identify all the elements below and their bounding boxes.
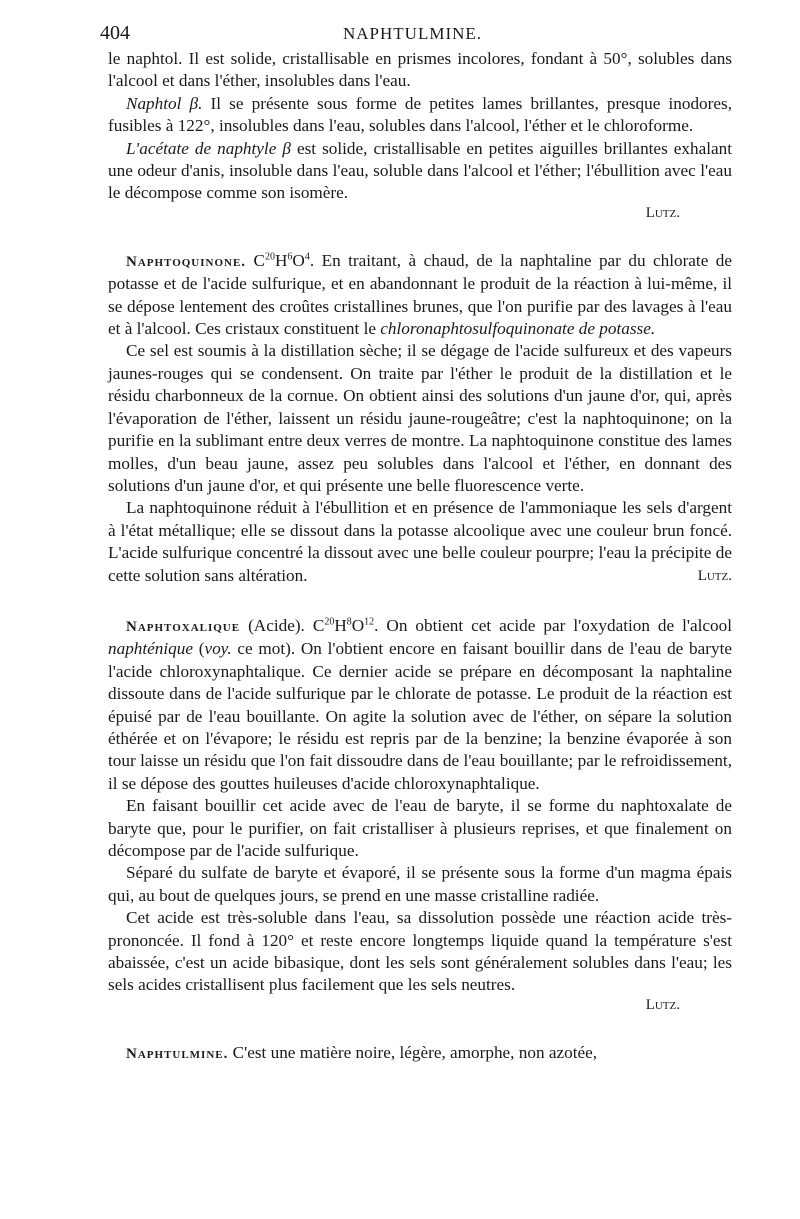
paragraph: Cet acide est très-soluble dans l'eau, sa dissolution possède une réaction acide très-prononcée. Il fond à 120° et reste encore longtemps liquide quand la température s'est abaissée, c'est un acide bibasique, dont les sels sont généralement solubles dans l'eau; les sels acides cristallisent plus facilement que les sels neutres. [108, 908, 732, 995]
entry-naphtoquinone [108, 250, 732, 587]
entry-naphtol-continuation [108, 48, 732, 222]
author-signature: Lutz. [697, 567, 732, 584]
entry-naphtoxalique [108, 615, 732, 1014]
headword: Naphtulmine. [126, 1045, 229, 1062]
page-number: 404 [100, 22, 130, 44]
paragraph: En faisant bouillir cet acide avec de l'eau de baryte, il se forme du naphtoxalate de baryte que, pour le purifier, on fait cristalliser à plusieurs reprises, et que finalement on décompose par de l'acide sulfurique. [108, 796, 732, 860]
entry-naphtulmine [108, 1042, 732, 1065]
paragraph: Séparé du sulfate de baryte et évaporé, il se présente sous la forme d'un magma épais qui, au bout de quelques jours, se prend en une masse cristalline radiée. [108, 863, 732, 905]
paragraph: Naphtulmine. C'est une matière noire, légère, amorphe, non azotée, [126, 1042, 598, 1062]
cross-reference: voy. [204, 639, 232, 659]
term: L'acétate de naphtyle β [126, 138, 291, 158]
term: chloronaphtosulfoquinonate de potasse. [380, 319, 656, 339]
paragraph: L'acétate de naphtyle β est solide, cristallisable en petites aiguilles brillantes exhalant une odeur d'anis, insoluble dans l'eau, soluble dans l'alcool et l'éther; l'ébullition avec l'eau le décompose comme son isomère. [108, 138, 733, 203]
paragraph: Naphtoquinone. $C^{20}H^6O^4$. En traitant, à chaud, de la naphtaline par du chlorate de potasse et de l'acide sulfurique, et en abandonnant le produit de la réaction à lui-même, il se dépose lentement des croûtes cristallines brunes, que l'on purifie par des lavages à l'eau et à l'alcool. Ces cristaux constituent le chloronaphtosulfoquinonate de potasse. [108, 250, 732, 339]
author-signature: Lutz. [645, 204, 680, 221]
paragraph: le naphtol. Il est solide, cristallisable en prismes incolores, fondant à 50°, solubles dans l'alcool et dans l'éther, insolubles dans l'eau. [108, 49, 732, 91]
term: Naphtol β. [126, 93, 203, 113]
paragraph: La naphtoquinone réduit à l'ébullition et en présence de l'ammoniaque les sels d'argent à l'état métallique; elle se dissout dans la potasse alcoolique avec une couleur brun foncé. L'acide sulfurique concentré la dissout avec une belle couleur pourpre; l'eau la précipite de cette solution sans altération. Lutz. [108, 497, 732, 587]
formula: $C^{20}H^8O^{12}$. [312, 615, 379, 635]
headword: Naphtoxalique [126, 618, 241, 635]
author-signature: Lutz. [645, 996, 680, 1013]
paragraph: Ce sel est soumis à la distillation sèche; il se dégage de l'acide sulfureux et des vapeurs jaunes-rouges qui se condensent. On traite par l'éther le produit de la distillation et le résidu charbonneux de la cornue. On obtient ainsi des solutions d'un jaune d'or, qui, après l'évaporation de l'éther, laissent un résidu jaune-rougeâtre; c'est la naphtoquinone; on la purifie en la sublimant entre deux verres de montre. La naphtoquinone constitue des lames molles, d'un beau jaune, assez peu solubles dans l'alcool et l'éther, en donnant des solutions d'un jaune d'or, et qui présente une belle fluorescence verte. [108, 341, 732, 495]
paragraph: Naphtol β. Il se présente sous forme de petites lames brillantes, presque inodores, fusibles à 122°, insolubles dans l'eau, solubles dans l'alcool, l'éther et le chloroforme. [108, 93, 732, 136]
paragraph: Naphtoxalique (Acide). $C^{20}H^8O^{12}$. On obtient cet acide par l'oxydation de l'alcool naphténique (voy. ce mot). On l'obtient encore en faisant bouillir dans de l'eau de baryte l'acide chloroxynaphtalique. Ce dernier acide se prépare en décomposant la naphtaline dissoute dans de l'acide sulfurique par le chlorate de potasse. Le produit de la réaction est épuisé par de l'eau bouillante. On agite la solution avec de l'éther, on sépare la solution éthérée et on l'évapore; le résidu est repris par de la benzine; la benzine évaporée à son tour laisse un résidu que l'on fait dissoudre dans de l'eau bouillante; par le refroidissement, il se dépose des gouttes huileuses d'acide chloroxynaphtalique. [108, 615, 732, 793]
running-title: NAPHTULMINE. [343, 24, 483, 43]
formula: $C^{20}H^6O^4$. [253, 250, 315, 270]
headword: Naphtoquinone. [126, 253, 247, 270]
page [100, 22, 733, 1065]
term: naphténique [108, 639, 193, 659]
page-header [100, 22, 732, 48]
headword-qualifier: (Acide). [240, 615, 305, 635]
